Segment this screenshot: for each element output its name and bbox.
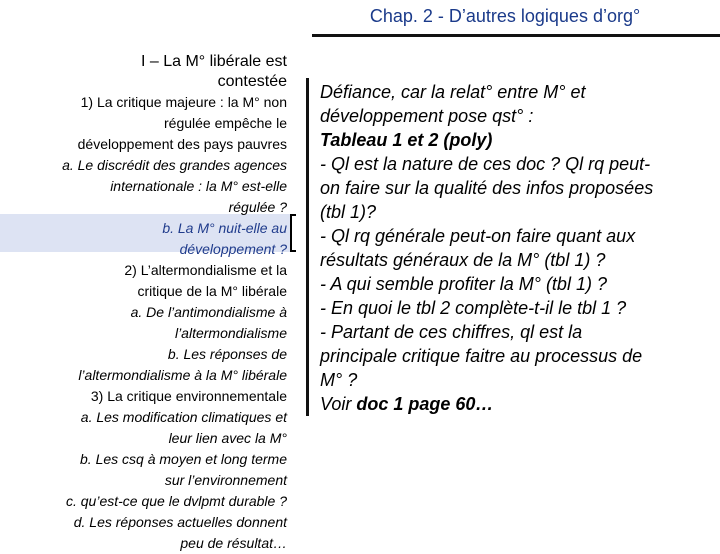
outline-part-3: 3) La critique environnementale	[90, 388, 287, 404]
outline-part-1b-current-cont: développement ?	[179, 241, 287, 257]
outline-part-1a-cont2: régulée ?	[228, 199, 287, 215]
outline-part-1-cont: régulée empêche le	[164, 115, 287, 131]
question-line: on faire sur la qualité des infos proposées	[320, 178, 654, 198]
question-line: principale critique faitre au processus de	[320, 346, 643, 366]
outline-part-2b: b. Les réponses de	[167, 346, 287, 362]
intro-line: Défiance, car la relat° entre M° et	[320, 82, 586, 102]
outline-part-1-cont2: développement des pays pauvres	[77, 136, 287, 152]
outline-part-3a-cont: leur lien avec la M°	[168, 430, 287, 446]
outline-part-1: 1) La critique majeure : la M° non	[80, 94, 287, 110]
outline-part-3a: a. Les modification climatiques et	[80, 409, 287, 425]
question-line: résultats généraux de la M° (tbl 1) ?	[320, 250, 606, 270]
outline-part-2a-cont: l’altermondialisme	[174, 325, 287, 341]
question-line: - A qui semble profiter la M° (tbl 1) ?	[320, 274, 607, 294]
outline-part-2: 2) L’altermondialisme et la	[124, 262, 287, 278]
outline-part-3c: c. qu’est-ce que le dvlpmt durable ?	[65, 493, 287, 509]
question-line: - Partant de ces chiffres, ql est la	[320, 322, 583, 342]
outline-part-1a: a. Le discrédit des grandes agences	[62, 157, 287, 173]
intro-line: développement pose qst° :	[320, 106, 534, 126]
document-reference	[320, 392, 712, 416]
document-reference-target: doc 1 page 60…	[356, 394, 494, 414]
question-line: M° ?	[320, 370, 358, 390]
outline-section-title-cont: contestée	[217, 73, 287, 90]
outline-part-3d-cont: peu de résultat…	[180, 535, 287, 551]
question-line: - Ql rq générale peut-on faire quant aux	[320, 226, 636, 246]
main-content	[320, 80, 712, 416]
current-item-bracket	[290, 214, 296, 252]
outline-part-3b: b. Les csq à moyen et long terme	[80, 451, 287, 467]
chapter-outline	[0, 52, 287, 554]
outline-part-3b-cont: sur l’environnement	[164, 472, 287, 488]
outline-part-3d: d. Les réponses actuelles donnent	[73, 514, 287, 530]
outline-part-1b-current: b. La M° nuit-elle au	[162, 220, 287, 236]
table-reference: Tableau 1 et 2 (poly)	[320, 130, 493, 150]
outline-part-2-cont: critique de la M° libérale	[137, 283, 287, 299]
outline-part-2a: a. De l’antimondialisme à	[130, 304, 287, 320]
column-divider	[306, 78, 309, 416]
document-reference-prefix: Voir	[320, 394, 357, 414]
question-line: (tbl 1)?	[320, 202, 377, 222]
question-line: - En quoi le tbl 2 complète-t-il le tbl 1 ?	[320, 298, 627, 318]
title-underline	[312, 34, 720, 37]
slide-title: Chap. 2 - D’autres logiques d’org°	[369, 6, 641, 26]
outline-part-2b-cont: l’altermondialisme à la M° libérale	[78, 367, 287, 383]
question-line: - Ql est la nature de ces doc ? Ql rq peut-	[320, 154, 651, 174]
outline-part-1a-cont: internationale : la M° est-elle	[110, 178, 287, 194]
outline-section-title: I – La M° libérale est	[140, 53, 287, 70]
